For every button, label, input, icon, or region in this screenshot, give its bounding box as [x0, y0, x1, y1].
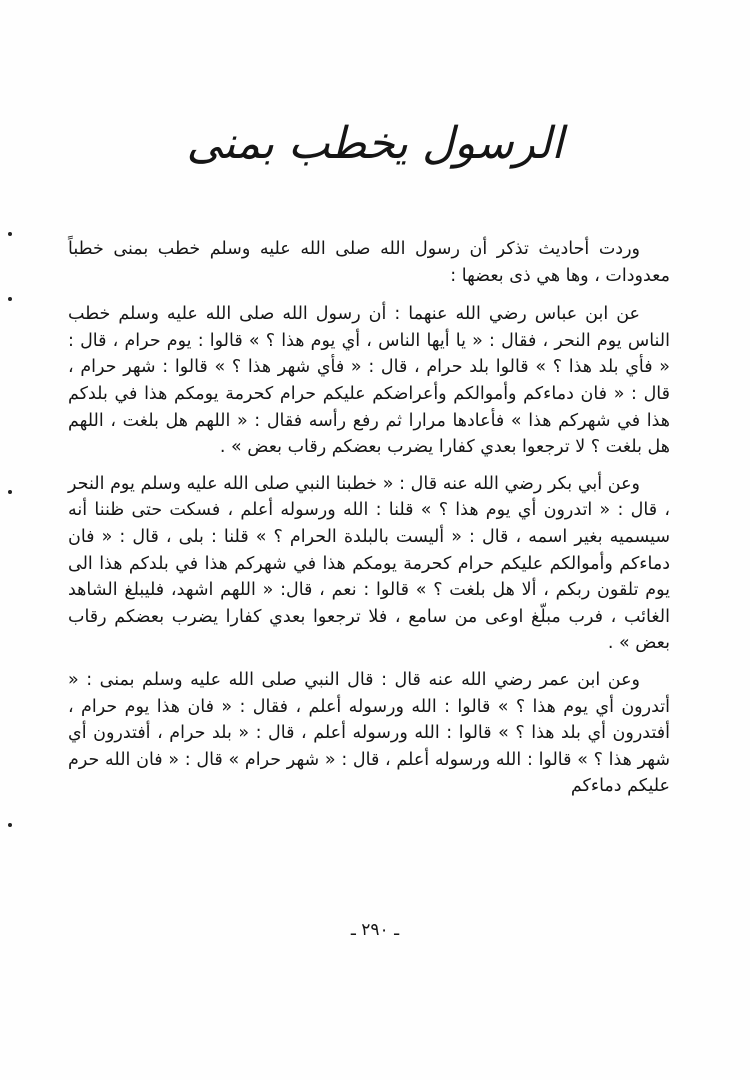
paragraph-ibn-abbas: عن ابن عباس رضي الله عنهما : أن رسول الله صلى الله عليه وسلم خطب الناس يوم النحر ، فقال : « يا أيها الناس ، أي يوم هذا ؟ » قالوا : يوم حرام ، قال : « فأي بلد هذا ؟ » قالوا بلد حرام ، قال : « فأي شهر هذا ؟ » قالوا : شهر حرام ، قال : « فان دماءكم وأموالكم وأعراضكم عليكم حرام كحرمة يومكم هذا في بلدكم هذا في شهركم هذا » فأعادها مرارا ثم رفع رأسه فقال : « اللهم هل بلغت ، اللهم هل بلغت ؟ لا ترجعوا بعدي كفارا يضرب بعضكم رقاب بعض » .: [68, 304, 670, 458]
margin-mark: [8, 823, 12, 827]
paragraph-intro: وردت أحاديث تذكر أن رسول الله صلى الله عليه وسلم خطب بمنى خطباً معدودات ، وها هي ذى بعضها :: [68, 239, 670, 286]
page-body: [68, 236, 670, 810]
margin-mark: [8, 490, 12, 494]
margin-mark: [8, 232, 12, 236]
chapter-title: الرسول يخطب بمنى: [186, 118, 564, 169]
margin-mark: [8, 297, 12, 301]
paragraph-abu-bakr: وعن أبي بكر رضي الله عنه قال : « خطبنا النبي صلى الله عليه وسلم يوم النحر ، قال : « اتدرون أي يوم هذا ؟ » قلنا : الله ورسوله أعلم ، فسكت حتى ظننا أنه سيسميه بغير اسمه ، قال : « أليست بالبلدة الحرام ؟ » قلنا : بلى ، قال : « فان دماءكم وأموالكم عليكم حرام كحرمة يومكم هذا في شهركم هذا في بلدكم هذا الى يوم تلقون ربكم ، ألا هل بلغت ؟ » قالوا : نعم ، قال: « اللهم اشهد، فليبلغ الشاهد الغائب ، فرب مبلّغ اوعى من سامع ، فلا ترجعوا بعدي كفارا يضرب بعضكم رقاب بعض » .: [68, 473, 670, 654]
page-number: ـ ٢٩٠ ـ: [350, 920, 400, 940]
paragraph-ibn-umar: وعن ابن عمر رضي الله عنه قال : قال النبي صلى الله عليه وسلم بمنى : « أتدرون أي يوم هذا ؟ » قالوا : الله ورسوله أعلم ، فقال : « فان هذا يوم حرام ، أفتدرون أي بلد هذا ؟ » قالوا : الله ورسوله أعلم ، قال : « بلد حرام ، أفتدرون أي شهر هذا ؟ » قالوا : الله ورسوله أعلم ، قال : « شهر حرام » قال : « فان الله حرم عليكم دماءكم: [68, 669, 670, 797]
